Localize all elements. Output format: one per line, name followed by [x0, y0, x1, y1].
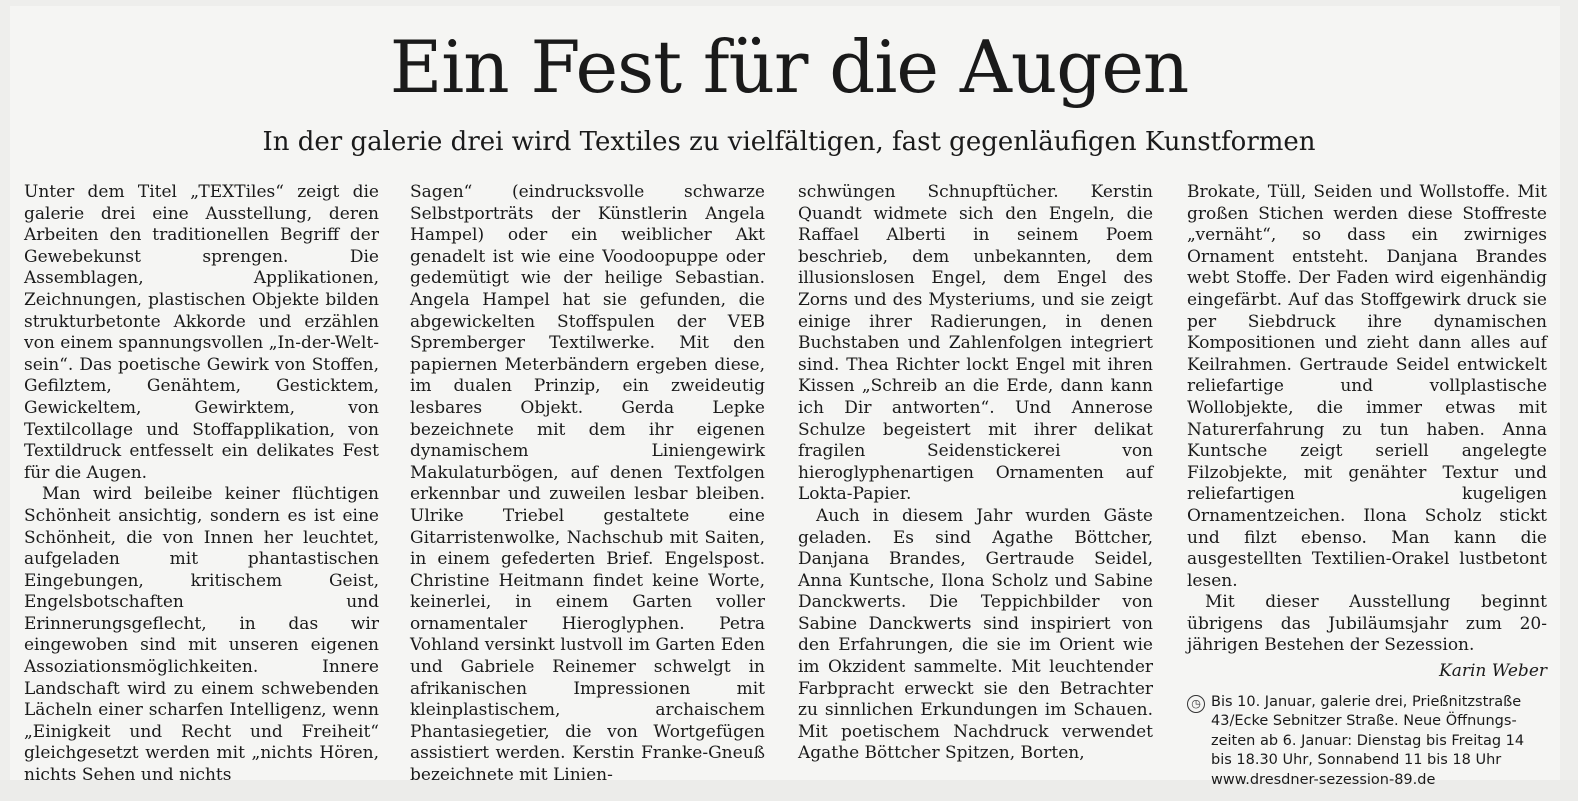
- info-line: bis 18.30 Uhr, Sonnabend 11 bis 18 Uhr: [1211, 752, 1502, 769]
- author-byline: Karin Weber: [1439, 661, 1547, 682]
- paragraph: Auch in diesem Jahr wurden Gäste geladen. Es sind Agathe Böttcher, Danjana Brandes, Gertraude Seidel, Anna Kuntsche, Ilona Scholz und Sabine Danckwerts. Die Teppichbilder von Sabine Danckwerts sind inspiriert von den Erfahrungen, die sie im Orient wie im Okzident sammelte. Mit leuchtender Farbpracht erweckt sie den Betrachter zu sinnlichen Erkundungen im Schauen. Mit poetischem Nachdruck verwendet Agathe Böttcher Spitzen, Borten,: [798, 505, 1153, 764]
- article-column-2: [410, 182, 765, 787]
- paragraph: Mit dieser Ausstellung beginnt übrigens das Jubiläumsjahr zum 20-jährigen Bestehen der Sezession.: [1187, 592, 1547, 656]
- headline: Ein Fest für die Augen: [389, 25, 1189, 109]
- info-line: 43/Ecke Sebnitzer Straße. Neue Öffnungs-: [1211, 713, 1517, 730]
- article-column-4: [1187, 182, 1547, 790]
- clock-icon: ◷: [1187, 695, 1205, 713]
- subtitle: In der galerie drei wird Textiles zu vielfältigen, fast gegenläufigen Kunstformen: [262, 127, 1316, 157]
- paragraph: Brokate, Tüll, Seiden und Wollstoffe. Mit großen Stichen werden diese Stoffreste „vernäht“, so dass ein zwirniges Ornament entsteht. Danjana Brandes webt Stoffe. Der Faden wird eigenhändig eingefärbt. Auf das Stoffgewirk druck sie per Siebdruck ihre dynamischen Kompositionen und zieht dann alles auf Keilrahmen. Gertraude Seidel entwickelt reliefartige und vollplastische Wollobjekte, die immer etwas mit Naturerfahrung zu tun haben. Anna Kuntsche zeigt seriell angelegte Filzobjekte, mit genähter Textur und reliefartigen kugeligen Ornamentzeichen. Ilona Scholz stickt und filzt ebenso. Man kann die ausgestellten Textilien-Orakel lustbetont lesen.: [1187, 182, 1547, 591]
- exhibition-info-text: [1211, 693, 1524, 791]
- article-column-3: [798, 182, 1153, 765]
- paragraph: Man wird beileibe keiner flüchtigen Schönheit ansichtig, sondern es ist eine Schönheit, die von Innen her leuchtet, aufgeladen mit phantastischen Eingebungen, kritischem Geist, Engelsbotschaften und Erinnerungsgeflecht, in das wir eingewoben sind mit unseren eigenen Assoziationsmöglichkeiten. Innere Landschaft wird zu einem schwebenden Lächeln einer scharfen Intelligenz, wenn „Einigkeit und Recht und Freiheit“ gleichgesetzt werden mit „nichts Hören, nichts Sehen und nichts: [24, 484, 379, 786]
- article-column-1: [24, 182, 379, 787]
- paragraph: Unter dem Titel „TEXTiles“ zeigt die galerie drei eine Ausstellung, deren Arbeiten den traditionellen Begriff der Gewebekunst sprengen. Die Assemblagen, Applikationen, Zeichnungen, plastischen Objekte bilden strukturbetonte Akkorde und erzählen von einem spannungsvollen „In-der-Welt-sein“. Das poetische Gewirk von Stoffen, Gefilztem, Genähtem, Gesticktem, Gewickeltem, Gewirktem, von Textilcollage und Stoffapplikation, von Textildruck entfesselt ein delikates Fest für die Augen.: [24, 182, 379, 483]
- info-line: Bis 10. Januar, galerie drei, Prießnitzstraße: [1211, 693, 1522, 710]
- info-line: zeiten ab 6. Januar: Dienstag bis Freitag 14: [1211, 732, 1525, 749]
- exhibition-info: [1187, 693, 1547, 791]
- paragraph: Sagen“ (eindrucksvolle schwarze Selbstporträts der Künstlerin Angela Hampel) oder ein weiblicher Akt genadelt ist wie eine Voodoopuppe oder gedemütigt wie der heilige Sebastian. Angela Hampel hat sie gefunden, die abgewickelten Stoffspulen der VEB Spremberger Textilwerke. Mit den papiernen Meterbändern ergeben diese, im dualen Prinzip, ein zweideutig lesbares Objekt. Gerda Lepke bezeichnete mit dem ihr eigenen dynamischem Liniengewirk Makulaturbögen, auf denen Textfolgen erkennbar und zuweilen lesbar bleiben. Ulrike Triebel gestaltete eine Gitarristenwolke, Nachschub mit Saiten, in einem gefederten Brief. Engelspost. Christine Heitmann findet keine Worte, keinerlei, in einem Garten voller ornamentaler Hieroglyphen. Petra Vohland versinkt lustvoll im Garten Eden und Gabriele Reinemer schwelgt in afrikanischen Impressionen mit kleinplastischem, archaischem Phantasiegetier, die von Wortgefügen assistiert werden. Kerstin Franke-Gneuß bezeichnete mit Linien-: [410, 182, 765, 786]
- info-url: www.dresdner-sezession-89.de: [1211, 771, 1436, 788]
- paragraph: schwüngen Schnupftücher. Kerstin Quandt widmete sich den Engeln, die Raffael Alberti in seinem Poem beschrieb, dem unbekannten, dem illusionslosen Engel, dem Engel des Zorns und des Mysteriums, und sie zeigt einige ihrer Radierungen, in denen Buchstaben und Zahlenfolgen integriert sind. Thea Richter lockt Engel mit ihren Kissen „Schreib an die Erde, dann kann ich Dir antworten“. Und Annerose Schulze begeistert mit ihrer delikat fragilen Seidenstickerei von hieroglyphenartigen Ornamenten auf Lokta-Papier.: [798, 182, 1153, 505]
